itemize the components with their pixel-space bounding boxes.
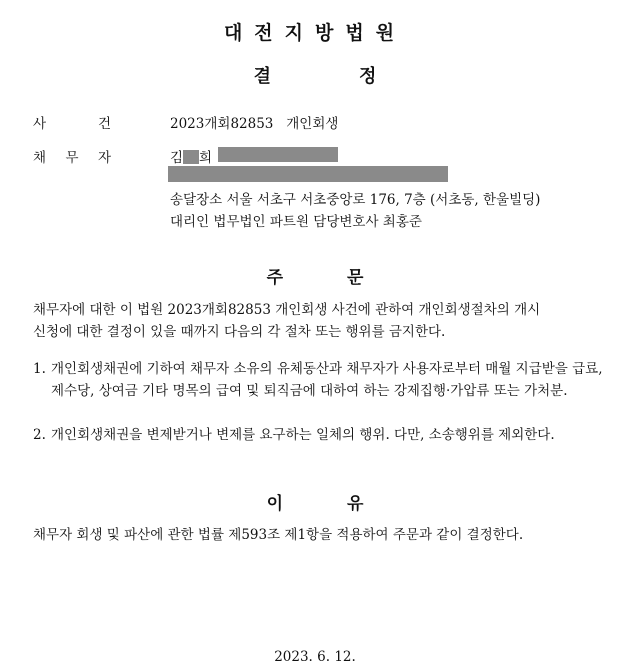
reason-heading: 이유	[266, 494, 428, 514]
case-value	[170, 112, 338, 132]
case-type: 개인회생	[286, 116, 339, 132]
redacted-address	[168, 166, 448, 182]
order-intro-line1: 채무자에 대한 이 법원 2023개회82853 개인회생 사건에 관하여 개인회생절차의 개시	[33, 302, 541, 318]
order-item-text: 개인회생채권에 기하여 채무자 소유의 유체동산과 채무자가 사용자로부터 매월 지급받을 급료, 제수당, 상여금 기타 명목의 급여 및 퇴직금에 대하여 하는 강제집행·가압류 또는 가처분.	[51, 361, 603, 399]
debtor-name-redaction	[183, 150, 199, 164]
case-number: 2023개회82853	[170, 116, 274, 132]
document-title: 결정	[253, 66, 465, 87]
court-name: 대전지방법원	[223, 22, 407, 44]
debtor-name-suffix: 희	[199, 150, 213, 166]
order-heading: 주문	[266, 268, 428, 288]
reason-text: 채무자 회생 및 파산에 관한 법률 제593조 제1항을 적용하여 주문과 같이 결정한다.	[33, 527, 524, 543]
order-item	[33, 424, 608, 446]
representative: 대리인 법무법인 파트원 담당변호사 최홍준	[170, 214, 422, 230]
order-item-number: 1.	[33, 361, 46, 377]
decision-date: 2023. 6. 12.	[274, 649, 356, 665]
debtor-name-prefix: 김	[170, 150, 184, 166]
order-item	[33, 358, 608, 402]
order-intro-line2: 신청에 대한 결정이 있을 때까지 다음의 각 절차 또는 행위를 금지한다.	[33, 324, 446, 340]
case-label: 사 건	[33, 116, 111, 132]
debtor-name	[170, 146, 212, 166]
service-address: 송달장소 서울 서초구 서초중앙로 176, 7층 (서초동, 한울빌딩)	[170, 192, 541, 208]
order-item-text: 개인회생채권을 변제받거나 변제를 요구하는 일체의 행위. 다만, 소송행위를 제외한다.	[51, 427, 555, 443]
redacted-block	[218, 147, 338, 162]
debtor-label: 채 무 자	[33, 150, 111, 166]
order-item-number: 2.	[33, 427, 46, 443]
